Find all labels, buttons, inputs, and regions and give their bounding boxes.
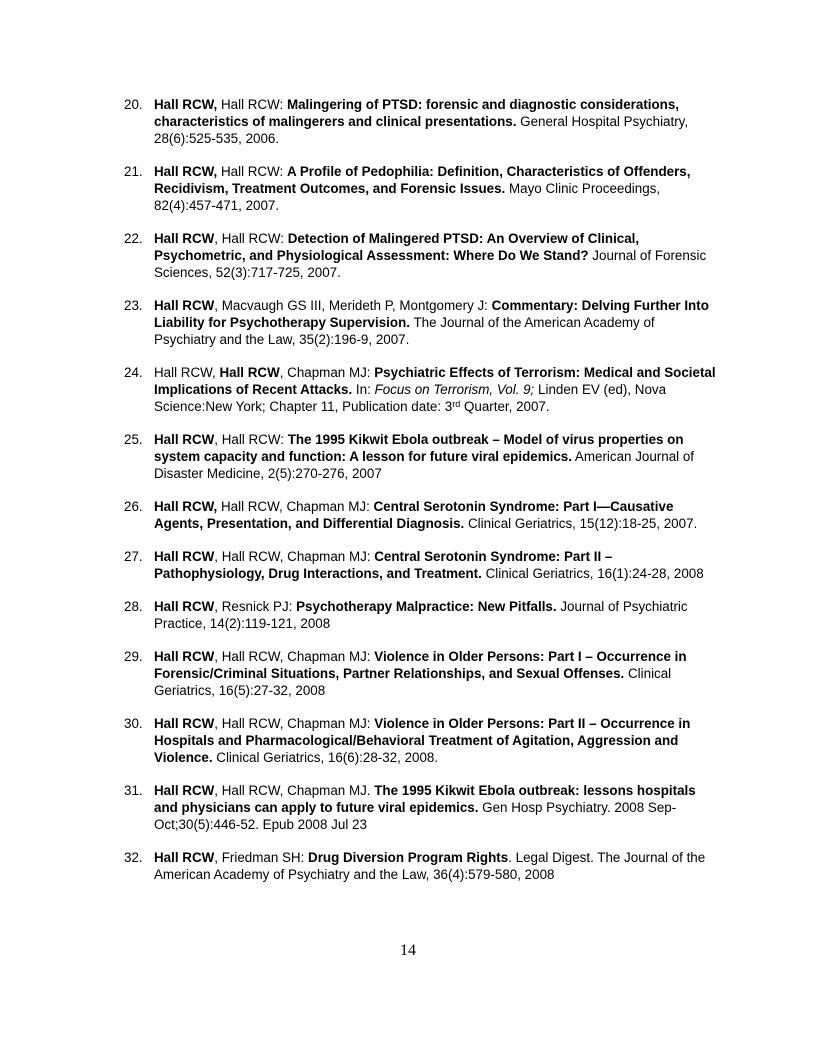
- reference-text: [154, 432, 694, 481]
- reference-text: [154, 164, 690, 213]
- reference-bold-text: Psychiatric Effects of Terrorism: Medical and Societal Implications of Recent Attacks.: [154, 365, 716, 397]
- reference-text: [154, 231, 706, 280]
- reference-plain-text: Hall RCW:: [217, 97, 287, 112]
- reference-text: [154, 298, 709, 347]
- reference-text: [154, 97, 688, 146]
- reference-plain-text: . Legal Digest. The Journal of the American Academy of Psychiatry and the Law, 36(4):579-580, 2008: [154, 850, 706, 882]
- reference-plain-text: The Journal of the American Academy of Psychiatry and the Law, 35(2):196-9, 2007.: [154, 315, 655, 347]
- reference-bold-text: Hall RCW: [154, 649, 215, 664]
- reference-number: 32.: [124, 850, 143, 865]
- reference-text: [154, 499, 697, 531]
- reference-bold-text: Hall RCW: [154, 432, 215, 447]
- reference-bold-text: Commentary: Delving Further Into Liability for Psychotherapy Supervision.: [154, 298, 709, 330]
- reference-plain-text: , Hall RCW, Chapman MJ.: [214, 783, 375, 798]
- reference-plain-text: Gen Hosp Psychiatry. 2008 Sep-Oct;30(5):446-52. Epub 2008 Jul 23: [154, 800, 677, 832]
- reference-item: [0, 96, 816, 147]
- reference-item: [0, 230, 816, 281]
- reference-plain-text: , Friedman SH:: [214, 850, 309, 865]
- reference-plain-text: Quarter, 2007.: [460, 399, 550, 414]
- reference-bold-text: Central Serotonin Syndrome: Part I—Causative Agents, Presentation, and Differential Diagnosis.: [154, 499, 674, 531]
- reference-plain-text: Clinical Geriatrics, 16(1):24-28, 2008: [481, 566, 704, 581]
- reference-bold-text: Hall RCW,: [154, 499, 218, 514]
- reference-number: 29.: [124, 649, 143, 664]
- reference-plain-text: Clinical Geriatrics, 16(5):27-32, 2008: [154, 666, 672, 698]
- reference-bold-text: Hall RCW,: [154, 164, 218, 179]
- reference-plain-text: , Chapman MJ:: [279, 365, 375, 380]
- reference-bold-text: Hall RCW,: [154, 97, 218, 112]
- reference-item: [0, 431, 816, 482]
- reference-number: 26.: [124, 499, 143, 514]
- reference-bold-text: Hall RCW: [154, 231, 215, 246]
- reference-plain-text: In:: [352, 382, 375, 397]
- reference-number: 24.: [124, 365, 143, 380]
- reference-text: [154, 549, 704, 581]
- reference-bold-text: Hall RCW: [219, 365, 280, 380]
- reference-bold-text: Psychotherapy Malpractice: New Pitfalls.: [296, 599, 557, 614]
- reference-number: 20.: [124, 97, 143, 112]
- reference-item: [0, 548, 816, 582]
- reference-plain-text: Hall RCW:: [217, 164, 287, 179]
- reference-plain-text: , Hall RCW, Chapman MJ:: [214, 716, 375, 731]
- reference-bold-text: Hall RCW: [154, 549, 215, 564]
- reference-plain-text: , Hall RCW:: [214, 231, 288, 246]
- reference-number: 27.: [124, 549, 143, 564]
- reference-bold-text: Violence in Older Persons: Part I – Occurrence in Forensic/Criminal Situations, Partner Relationships, and Sexual Offenses.: [154, 649, 687, 681]
- reference-bold-text: Hall RCW: [154, 716, 215, 731]
- reference-plain-text: General Hospital Psychiatry, 28(6):525-535, 2006.: [154, 114, 689, 146]
- reference-bold-text: Hall RCW: [154, 850, 215, 865]
- reference-bold-text: The 1995 Kikwit Ebola outbreak – Model of virus properties on system capacity and function: A lesson for future viral epidemics.: [154, 432, 684, 464]
- reference-plain-text: Clinical Geriatrics, 16(6):28-32, 2008.: [212, 750, 439, 765]
- reference-text: [154, 850, 705, 882]
- reference-item: [0, 648, 816, 699]
- reference-number: 21.: [124, 164, 143, 179]
- reference-bold-text: Hall RCW: [154, 783, 215, 798]
- reference-plain-text: , Hall RCW:: [214, 432, 288, 447]
- reference-italic-text: Focus on Terrorism, Vol. 9;: [374, 382, 535, 397]
- reference-bold-text: Hall RCW: [154, 298, 215, 313]
- reference-plain-text: , Hall RCW, Chapman MJ:: [214, 649, 375, 664]
- reference-bold-text: Malingering of PTSD: forensic and diagnostic considerations, characteristics of malingerers and clinical presentations.: [154, 97, 680, 129]
- reference-item: [0, 163, 816, 214]
- reference-number: 30.: [124, 716, 143, 731]
- ordinal-suffix: rd: [452, 399, 461, 409]
- reference-bold-text: Violence in Older Persons: Part II – Occurrence in Hospitals and Pharmacological/Behavioral Treatment of Agitation, Aggression and Violence.: [154, 716, 691, 765]
- reference-plain-text: Hall RCW, Chapman MJ:: [217, 499, 374, 514]
- reference-item: [0, 498, 816, 532]
- reference-item: [0, 598, 816, 632]
- reference-bold-text: Central Serotonin Syndrome: Part II – Pathophysiology, Drug Interactions, and Treatment.: [154, 549, 613, 581]
- reference-bold-text: The 1995 Kikwit Ebola outbreak: lessons hospitals and physicians can apply to future viral epidemics.: [154, 783, 696, 815]
- reference-item: [0, 782, 816, 833]
- reference-bold-text: Detection of Malingered PTSD: An Overview of Clinical, Psychometric, and Physiological Assessment: Where Do We Stand?: [154, 231, 640, 263]
- reference-plain-text: American Journal of Disaster Medicine, 2(5):270-276, 2007: [154, 449, 695, 481]
- reference-plain-text: Mayo Clinic Proceedings, 82(4):457-471, 2007.: [154, 181, 661, 213]
- reference-bold-text: Hall RCW: [154, 599, 215, 614]
- reference-plain-text: , Resnick PJ:: [214, 599, 297, 614]
- reference-plain-text: , Macvaugh GS III, Merideth P, Montgomery J:: [214, 298, 492, 313]
- reference-item: [0, 297, 816, 348]
- reference-plain-text: Linden EV (ed), Nova Science:New York; Chapter 11, Publication date: 3: [154, 382, 667, 414]
- reference-text: [154, 783, 696, 832]
- reference-item: [0, 849, 816, 883]
- reference-text: [154, 716, 690, 765]
- reference-number: 22.: [124, 231, 143, 246]
- reference-number: 31.: [124, 783, 143, 798]
- reference-text: [154, 365, 716, 414]
- reference-plain-text: Journal of Psychiatric Practice, 14(2):119-121, 2008: [154, 599, 688, 631]
- page-number: 14: [400, 942, 416, 959]
- reference-number: 23.: [124, 298, 143, 313]
- reference-item: [0, 364, 816, 415]
- reference-number: 25.: [124, 432, 143, 447]
- reference-bold-text: Drug Diversion Program Rights: [308, 850, 509, 865]
- reference-plain-text: Hall RCW,: [154, 365, 220, 380]
- reference-list: [0, 96, 816, 899]
- reference-plain-text: Journal of Forensic Sciences, 52(3):717-725, 2007.: [154, 248, 707, 280]
- reference-number: 28.: [124, 599, 143, 614]
- reference-text: [154, 649, 687, 698]
- reference-item: [0, 715, 816, 766]
- reference-bold-text: A Profile of Pedophilia: Definition, Characteristics of Offenders, Recidivism, Treatment Outcomes, and Forensic Issues.: [154, 164, 691, 196]
- reference-plain-text: Clinical Geriatrics, 15(12):18-25, 2007.: [464, 516, 698, 531]
- reference-plain-text: , Hall RCW, Chapman MJ:: [214, 549, 375, 564]
- reference-text: [154, 599, 688, 631]
